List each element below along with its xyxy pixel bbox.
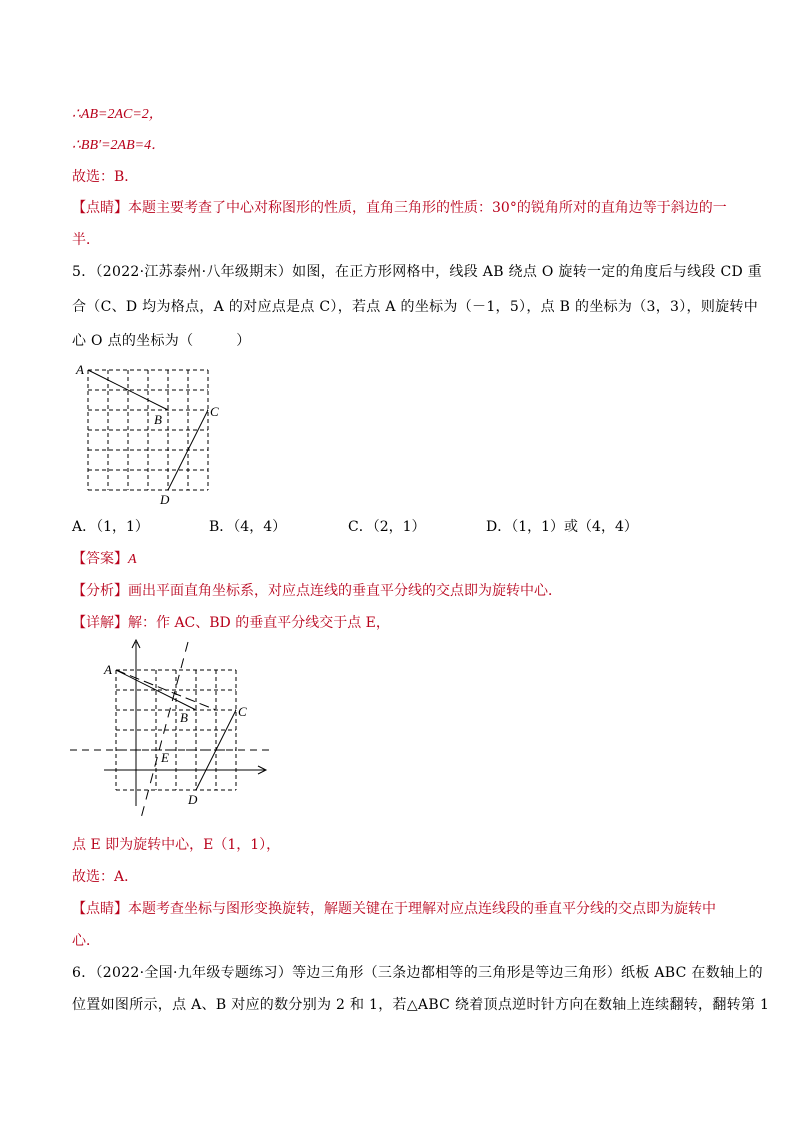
bisector-slanted (140, 642, 188, 822)
detail-line (72, 612, 390, 632)
conclusion-line-2: 故选：A． (72, 869, 139, 885)
answer-tag: 【答案】 (72, 551, 128, 567)
analysis-line (72, 580, 562, 600)
comment2-tag: 【点睛】 (72, 901, 128, 917)
conclusion-line-1: 点 E 即为旋转中心，E（1，1）， (72, 837, 281, 853)
comment2-line-2: 心． (72, 933, 100, 949)
detail-tag: 【详解】 (72, 615, 128, 631)
question-5-line-1: 5．（2022·江苏泰州·八年级期末）如图，在正方形网格中，线段 AB 绕点 O 旋转一定的角度后与线段 CD 重 (72, 264, 763, 280)
label-b-2: B (180, 710, 188, 725)
comment-line-2: 半． (72, 232, 100, 248)
question-6-line-1: 6．（2022·全国·九年级专题练习）等边三角形（三条边都相等的三角形是等边三角形）纸板 ABC 在数轴上的 (72, 965, 763, 981)
label-c: C (210, 404, 219, 419)
detail-text: 解：作 AC、BD 的垂直平分线交于点 E， (128, 615, 390, 631)
comment-tag: 【点睛】 (72, 200, 128, 216)
segment-ab (88, 370, 168, 410)
segment-ab-2 (116, 670, 196, 710)
grid-lines (88, 370, 208, 490)
comment2-text: 本题考查坐标与图形变换旋转，解题关键在于理解对应点连线段的垂直平分线的交点即为旋转中 (128, 901, 716, 917)
option-b: B．（4，4） (209, 519, 287, 535)
option-c: C．（2，1） (348, 519, 426, 535)
figure-grid-2 (66, 636, 276, 836)
option-a: A．（1，1） (72, 519, 149, 535)
label-b: B (154, 412, 162, 427)
comment-text: 本题主要考查了中心对称图形的性质，直角三角形的性质：30°的锐角所对的直角边等于斜边的一 (128, 200, 727, 216)
label-d: D (160, 492, 170, 506)
answer-line (72, 548, 137, 568)
option-d: D．（1，1）或（4，4） (486, 519, 638, 535)
question-5-line-2: 合（C、D 均为格点，A 的对应点是点 C），若点 A 的坐标为（－1，5），点 B 的坐标为（3，3），则旋转中 (72, 299, 759, 315)
solution-line-2: ∴BB′=2AB=4． (72, 138, 166, 153)
label-e: E (161, 750, 169, 765)
solution-line-1: ∴AB=2AC=2， (72, 107, 163, 122)
question-6-line-2: 位置如图所示，点 A、B 对应的数分别为 2 和 1，若△ABC 绕着顶点逆时针方向在数轴上连续翻转，翻转第 1 (72, 997, 770, 1013)
figure-grid-1 (70, 358, 230, 506)
question-5-line-3: 心 O 点的坐标为（ ） (72, 333, 251, 349)
analysis-tag: 【分析】 (72, 583, 128, 599)
comment2-line-1 (72, 898, 716, 918)
label-a: A (76, 362, 84, 377)
label-c-2: C (238, 704, 247, 719)
label-a-2: A (104, 662, 112, 677)
analysis-text: 画出平面直角坐标系，对应点连线的垂直平分线的交点即为旋转中心． (128, 583, 562, 599)
comment-line-1 (72, 197, 727, 217)
label-d-2: D (188, 792, 198, 807)
answer-value: A (128, 552, 137, 567)
choice-line: 故选：B． (72, 169, 139, 185)
grid-lines-2 (116, 670, 236, 790)
